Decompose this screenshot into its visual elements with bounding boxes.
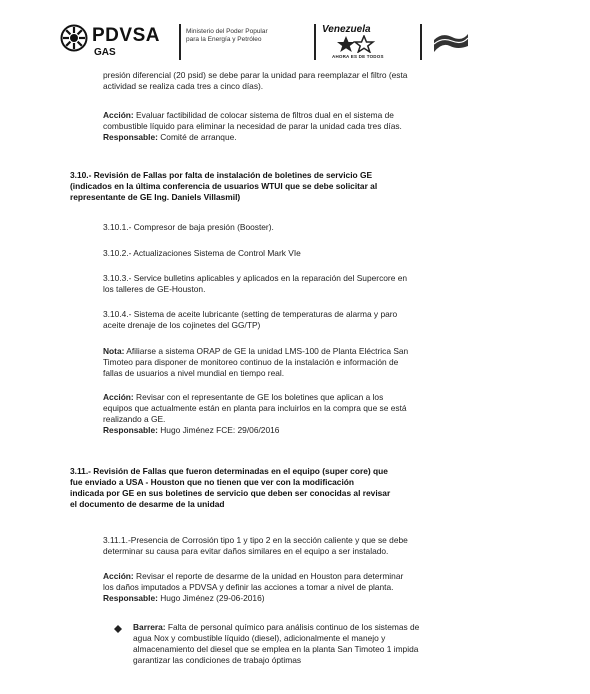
heading-line: indicada por GE en sus boletines de servicio que deben ser conocidas al revisar xyxy=(70,488,391,498)
text-line: Evaluar factibilidad de colocar sistema de filtros dual en el sistema de xyxy=(133,110,394,120)
list-item xyxy=(103,309,495,331)
text-line: agua Nox y combustible líquido (diesel), adicionalmente el manejo y xyxy=(133,633,386,643)
action-label: Acción: xyxy=(103,110,134,120)
text-line: equipos que actualmente están en planta para incluirlos en la compra que se está xyxy=(103,403,407,413)
text-line: fallas de usuarios a nivel mundial en tiempo real. xyxy=(103,368,285,378)
heading-line: 3.11.- Revisión de Fallas que fueron determinadas en el equipo (super core) que xyxy=(70,466,388,476)
text-line: 3.10.3.- Service bulletins aplicables y aplicados en la reparación del Supercore en xyxy=(103,273,408,283)
text-line: realizando a GE. xyxy=(103,414,166,424)
ministry-line: para la Energía y Petróleo xyxy=(186,36,262,43)
list-item xyxy=(103,273,495,295)
heading-line: (indicados en la última conferencia de usuarios WTUI que se debe solicitar al xyxy=(70,181,378,191)
note-paragraph xyxy=(103,346,495,379)
page-header xyxy=(60,18,540,66)
responsible-value: Comité de arranque. xyxy=(157,132,237,142)
action-paragraph xyxy=(103,110,495,143)
text-line: los daños imputados a PDVSA y definir las acciones a tomar a nivel de planta. xyxy=(103,582,394,592)
text-line: los talleres de GE-Houston. xyxy=(103,284,206,294)
section-heading-3-10 xyxy=(70,170,498,203)
text-line: 3.11.1.-Presencia de Corrosión tipo 1 y tipo 2 en la sección caliente y que se debe xyxy=(103,535,408,545)
note-label: Nota: xyxy=(103,346,125,356)
responsible-value: Hugo Jiménez FCE: 29/06/2016 xyxy=(157,425,280,435)
text-line: Timoteo para disponer de monitoreo continuo de la instalación e información de xyxy=(103,357,399,367)
pdvsa-logo xyxy=(60,22,175,62)
star-emblem-icon xyxy=(336,35,376,53)
country-slogan: AHORA ES DE TODOS xyxy=(332,54,384,59)
paragraph xyxy=(103,70,495,92)
action-label: Acción: xyxy=(103,392,134,402)
barrier-paragraph xyxy=(133,622,495,666)
header-divider xyxy=(420,24,422,60)
venezuela-logo xyxy=(322,24,392,62)
action-paragraph xyxy=(103,571,495,604)
ministry-label xyxy=(186,28,281,44)
heading-line: representante de GE Ing. Daniels Villasmil) xyxy=(70,192,241,202)
section-heading-3-11 xyxy=(70,466,498,510)
text-line: Afiliarse a sistema ORAP de GE la unidad LMS-100 de Planta Eléctrica San xyxy=(124,346,409,356)
text-line: 3.10.4.- Sistema de aceite lubricante (setting de temperaturas de alarma y paro xyxy=(103,309,398,319)
text-line: Falta de personal químico para análisis continuo de los sistemas de xyxy=(165,622,420,632)
brand-subtitle: GAS xyxy=(94,47,116,58)
action-label: Acción: xyxy=(103,571,134,581)
text-line: Revisar el reporte de desarme de la unidad en Houston para determinar xyxy=(133,571,404,581)
text-line: combustible líquido para eliminar la necesidad de parar la unidad cada tres días. xyxy=(103,121,402,131)
ministry-line: Ministerio del Poder Popular xyxy=(186,28,268,35)
responsible-label: Responsable: xyxy=(103,132,158,142)
header-divider xyxy=(179,24,181,60)
text-line: presión diferencial (20 psid) se debe parar la unidad para reemplazar el filtro (esta xyxy=(103,70,408,80)
text-line: actividad se realiza cada tres a cinco días). xyxy=(103,81,264,91)
header-divider xyxy=(314,24,316,60)
responsible-label: Responsable: xyxy=(103,593,158,603)
text-line: aceite drenaje de los cojinetes del GG/TP) xyxy=(103,320,261,330)
diamond-bullet-icon xyxy=(114,625,122,633)
pdvsa-sun-icon xyxy=(60,24,88,52)
flag-icon xyxy=(432,30,470,56)
responsible-label: Responsable: xyxy=(103,425,158,435)
list-item xyxy=(103,535,495,557)
text-line: determinar su causa para evitar daños similares en el equipo a ser instalado. xyxy=(103,546,389,556)
brand-name: PDVSA xyxy=(92,25,160,46)
heading-line: el documento de desarme de la unidad xyxy=(70,499,225,509)
barrier-label: Barrera: xyxy=(133,622,166,632)
text-line: garantizar las condiciones de trabajo óptimas xyxy=(133,655,302,665)
text-line: almacenamiento del diesel que se emplea en la planta San Timoteo 1 impida xyxy=(133,644,419,654)
list-item: 3.10.1.- Compresor de baja presión (Booster). xyxy=(103,222,274,232)
heading-line: fue enviado a USA - Houston que no tienen que ver con la modificación xyxy=(70,477,355,487)
action-paragraph xyxy=(103,392,495,436)
text-line: Revisar con el representante de GE los boletines que aplican a los xyxy=(133,392,384,402)
country-title: Venezuela xyxy=(322,24,371,35)
heading-line: 3.10.- Revisión de Fallas por falta de instalación de boletines de servicio GE xyxy=(70,170,373,180)
responsible-value: Hugo Jiménez (29-06-2016) xyxy=(157,593,265,603)
list-item: 3.10.2.- Actualizaciones Sistema de Control Mark VIe xyxy=(103,248,301,258)
